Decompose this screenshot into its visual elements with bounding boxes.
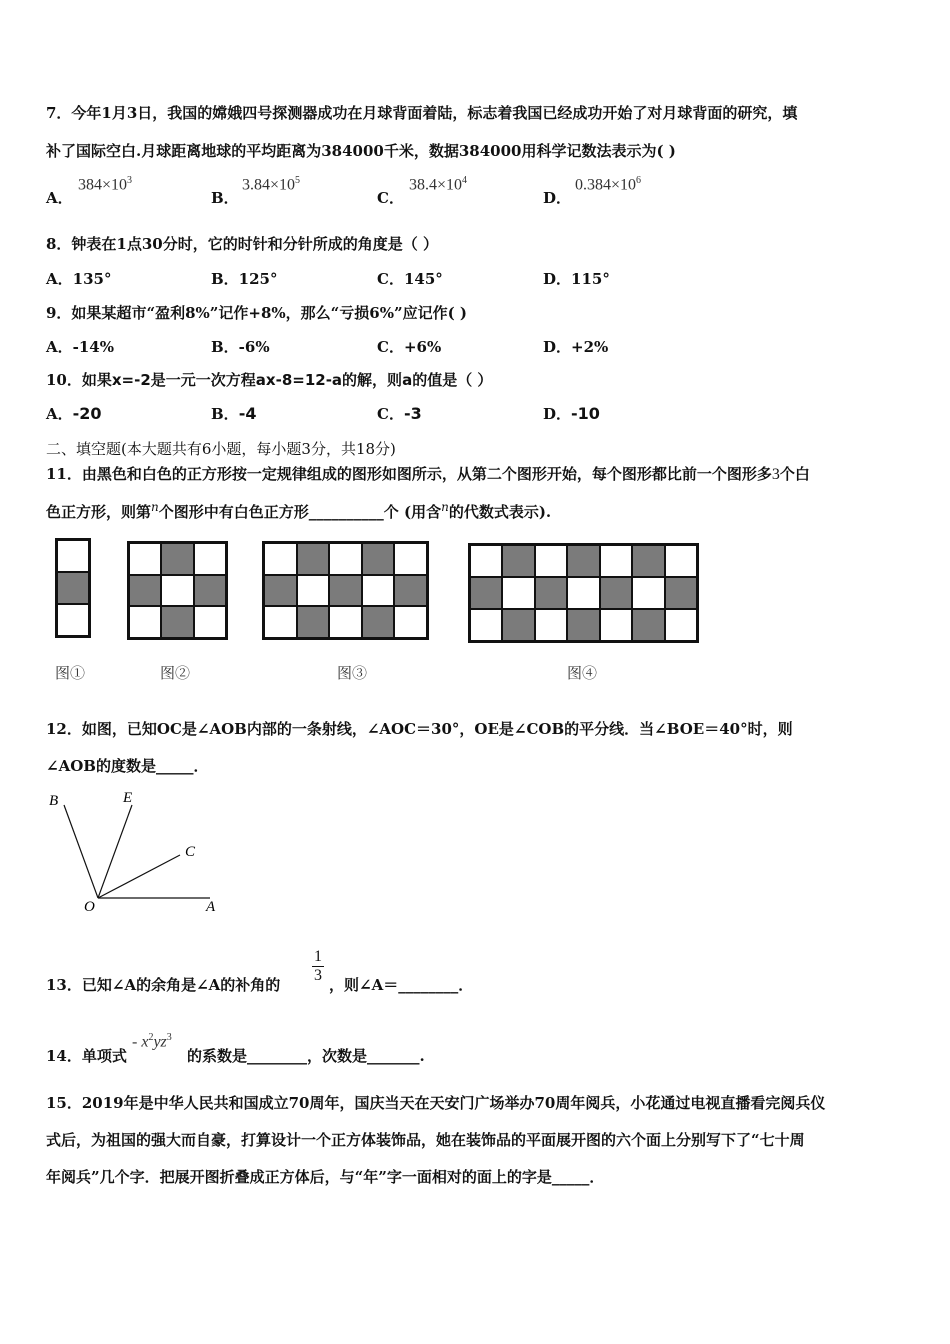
q12-line1: 12．如图，已知OC是∠AOB内部的一条射线，∠AOC＝30°，OE是∠COB的平分线．当∠BOE＝40°时，则 [46, 720, 793, 738]
q10-stem: 10．如果x=-2是一元一次方程ax-8=12-a的解，则a的值是（ ） [46, 371, 493, 389]
figure-1-label: 图① [55, 664, 86, 682]
pattern-figure-2 [127, 541, 228, 640]
ray-oe [98, 805, 132, 898]
q7-line2: 补了国际空白.月球距离地球的平均距离为384000千米，数据384000用科学记数法表示为( ) [46, 142, 676, 160]
q14-text-a: 14．单项式 [46, 1047, 127, 1065]
q15-line2: 式后，为祖国的强大而自豪，打算设计一个正方体装饰品，她在装饰品的平面展开图的六个面上分别写下了“七十周 [46, 1131, 805, 1149]
q15-line3: 年阅兵”几个字．把展开图折叠成正方体后，与“年”字一面相对的面上的字是_____． [46, 1168, 605, 1186]
point-a-label: A [206, 899, 216, 915]
q10-option-b: B．-4 [211, 404, 257, 423]
q10-option-a: A．-20 [46, 404, 102, 423]
q13-fraction: $\frac{1}{3}$ [314, 948, 322, 984]
pattern-figure-1 [55, 538, 91, 638]
q7-option-b-letter: B． [211, 189, 239, 207]
point-b-label: B [49, 793, 59, 809]
figure-4-label: 图④ [567, 664, 598, 682]
q9-option-b: B．-6% [211, 338, 270, 356]
point-o-label: O [84, 899, 95, 915]
figure-3-label: 图③ [337, 664, 368, 682]
q9-option-a: A．-14% [46, 338, 114, 356]
q12-line2: ∠AOB的度数是_____． [46, 757, 209, 775]
q10-option-c: C．-3 [377, 404, 422, 423]
q7-option-d-value: $0.384\times 10^6$ [575, 175, 642, 194]
q7-option-c-letter: C． [377, 189, 404, 207]
q13-text-b: ，则∠A＝________． [329, 976, 474, 994]
q9-option-c: C．+6% [377, 338, 442, 356]
q14-monomial: - $x^2yz^3$ [132, 1032, 172, 1051]
q8-option-b: B．125° [211, 270, 278, 288]
q7-option-a-value: $384\times 10^3$ [78, 175, 133, 194]
q13-text-a: 13．已知∠A的余角是∠A的补角的 [46, 976, 281, 994]
q7-option-b-value: $3.84\times 10^5$ [242, 175, 301, 194]
figure-2-label: 图② [160, 664, 191, 682]
point-c-label: C [185, 844, 196, 860]
angle-diagram [40, 785, 240, 920]
q7-line1: 7．今年1月3日，我国的嫦娥四号探测器成功在月球背面着陆，标志着我国已经成功开始了对月球背面的研究，填 [46, 104, 798, 122]
q8-stem: 8．钟表在1点30分时，它的时针和分针所成的角度是（ ） [46, 235, 438, 253]
pattern-figure-3 [262, 541, 429, 640]
q10-option-d: D．-10 [543, 404, 600, 423]
q7-option-a-letter: A． [46, 189, 73, 207]
ray-ob [64, 805, 98, 898]
q8-option-a: A．135° [46, 270, 112, 288]
ray-oc [98, 855, 180, 898]
section-heading-fill-in: 二、填空题(本大题共有6小题，每小题3分，共18分) [46, 440, 396, 458]
point-e-label: E [123, 790, 133, 806]
pattern-figure-4 [468, 543, 699, 643]
q8-option-c: C．145° [377, 270, 443, 288]
q11-line1: 11．由黑色和白色的正方形按一定规律组成的图形如图所示，从第二个图形开始，每个图形都比前一个图形多3个白 [46, 465, 810, 483]
q9-option-d: D．+2% [543, 338, 609, 356]
q9-stem: 9．如果某超市“盈利8%”记作+8%，那么“亏损6%”应记作( ) [46, 304, 468, 322]
q8-option-d: D．115° [543, 270, 610, 288]
q14-text-b: 的系数是________，次数是_______. [187, 1047, 425, 1065]
q15-line1: 15．2019年是中华人民共和国成立70周年，国庆当天在天安门广场举办70周年阅兵，小花通过电视直播看完阅兵仪 [46, 1094, 826, 1112]
q7-option-c-value: $38.4\times 10^4$ [409, 175, 468, 194]
q7-option-d-letter: D． [543, 189, 572, 207]
q11-line2: 色正方形，则第$^n$个图形中有白色正方形__________个 (用含$^n$的代数式表示). [46, 500, 552, 521]
